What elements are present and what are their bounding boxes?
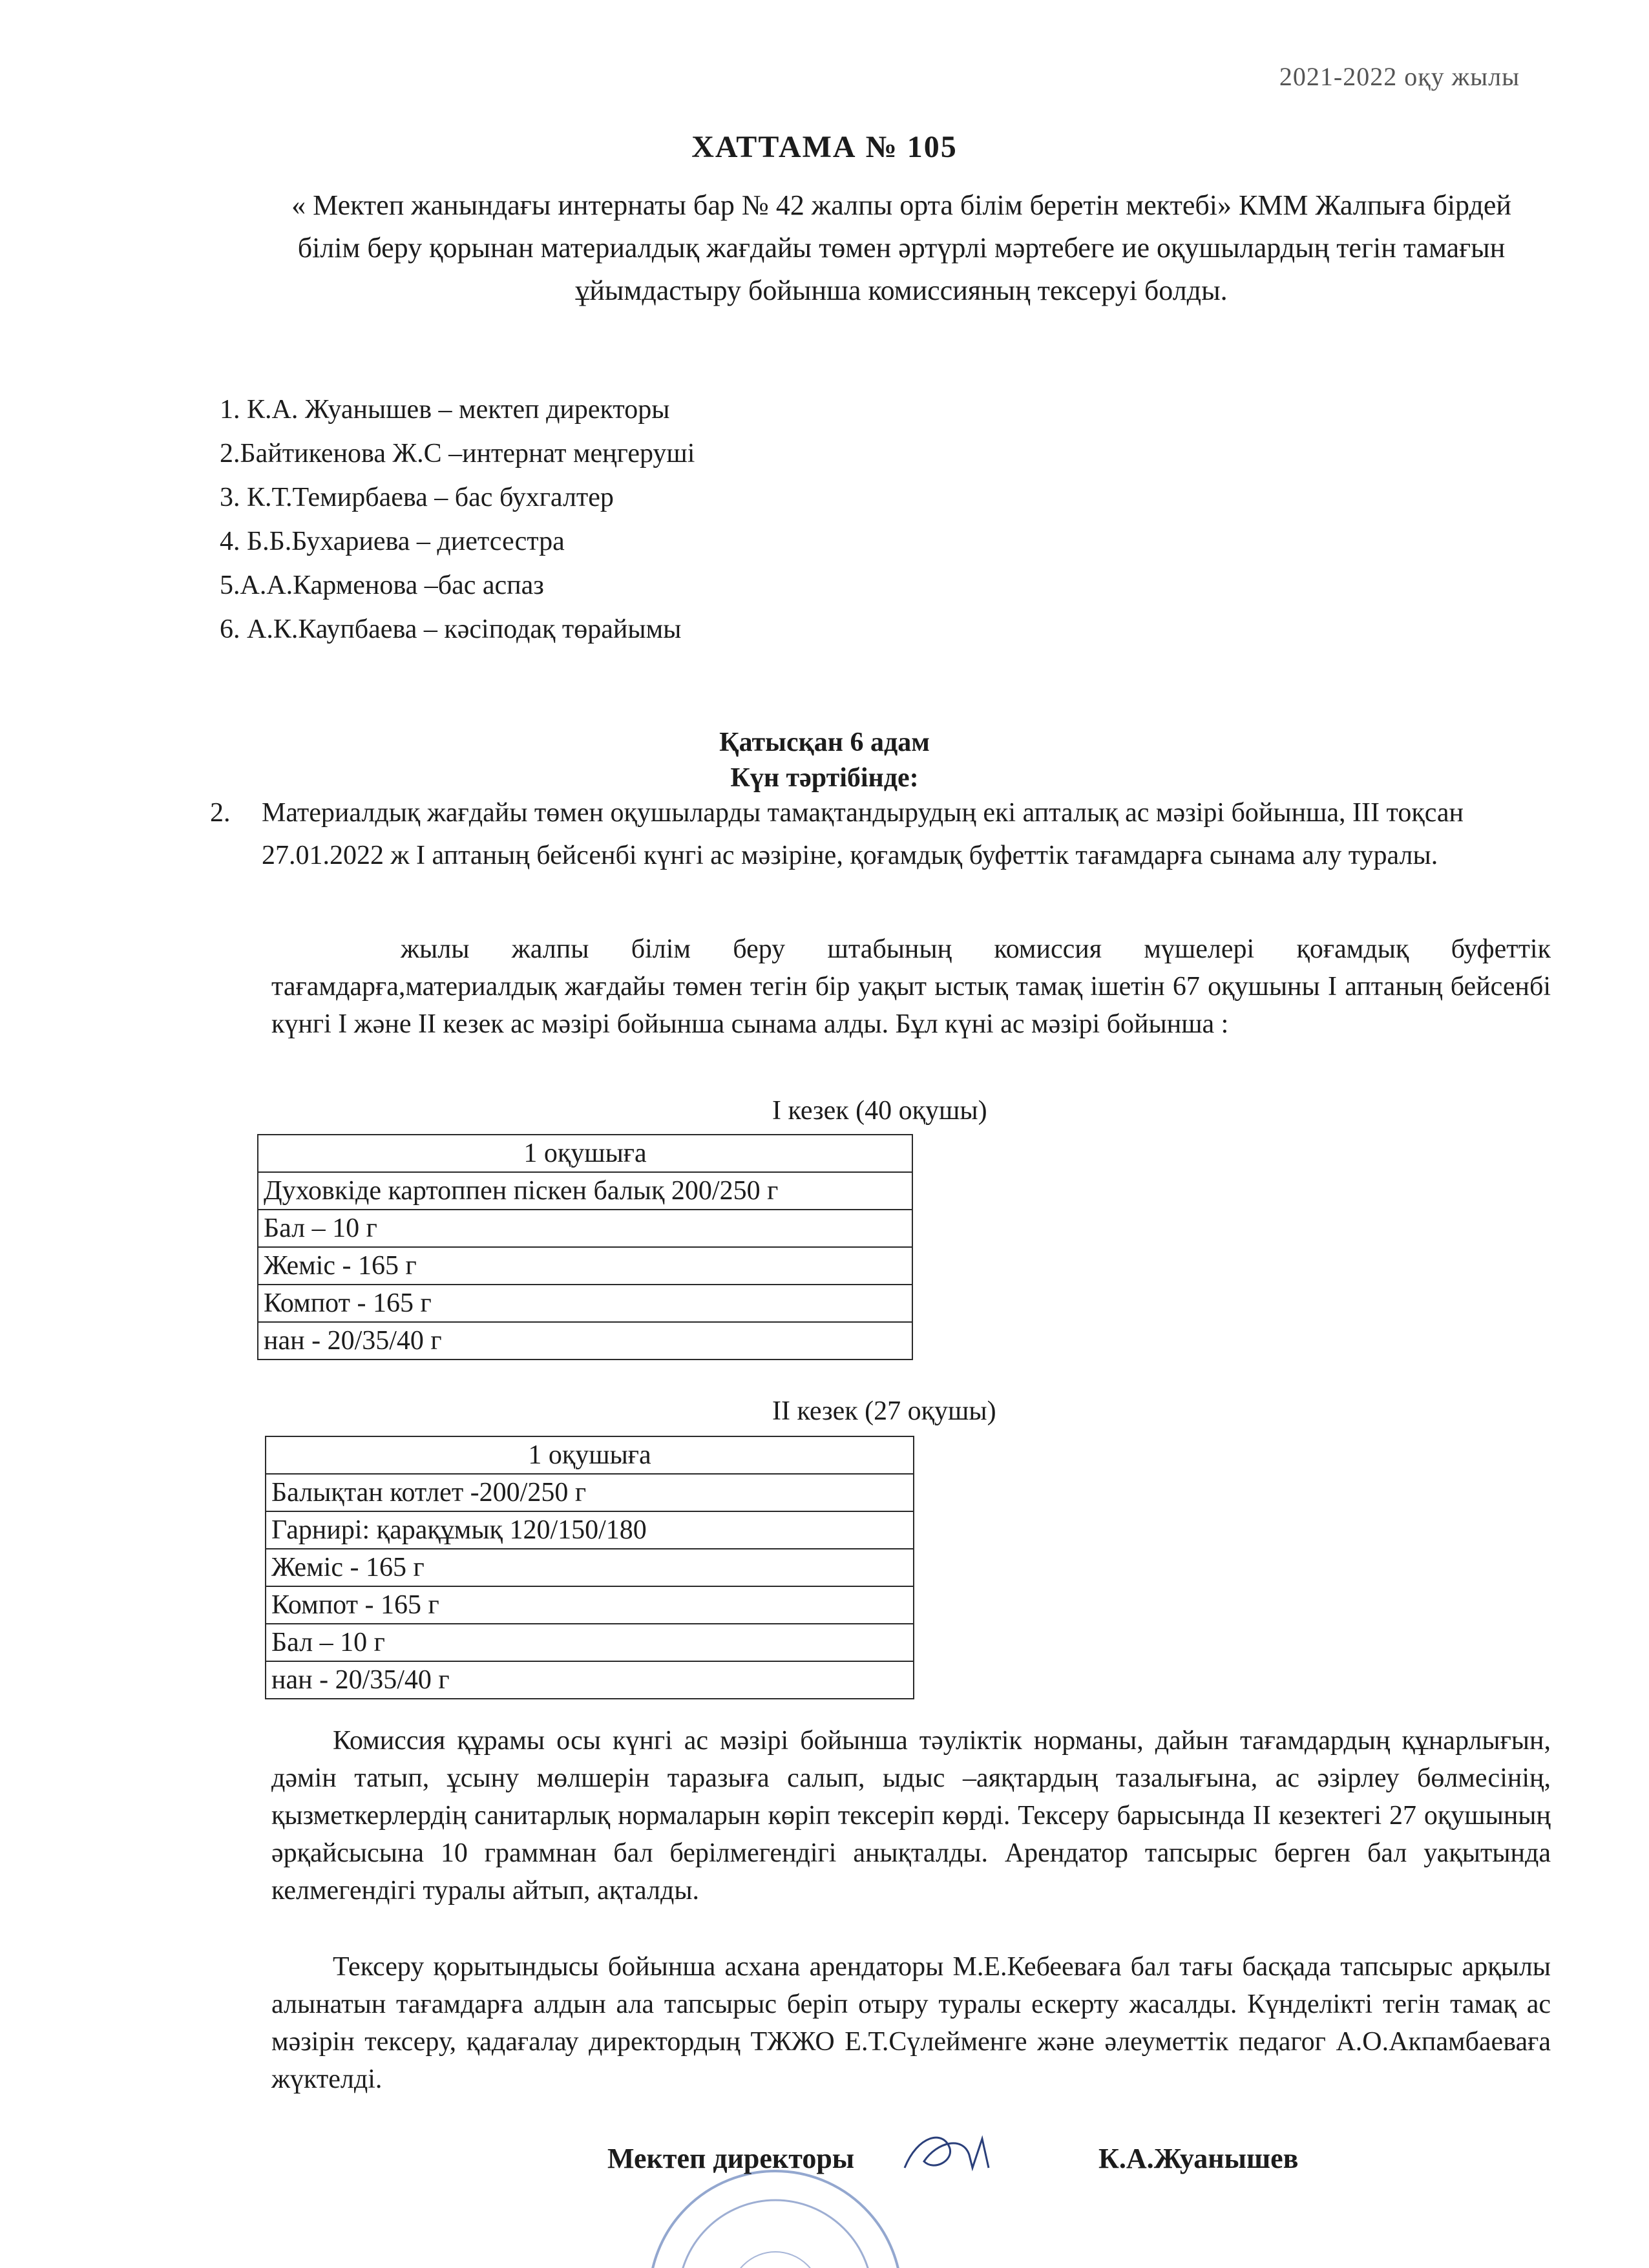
paragraph-inspection: Комиссия құрамы осы күнгі ас мәзірі бойынша тәуліктік норманы, дайын тағамдардың құнарлығын, дәмін татып, ұсыну мөлшерін таразыға салып, ыдыс –аяқтардың тазалығына, ас әзірлеу бөлмесінің, қызметкерлердің санитарлық нормаларын көріп тексеріп көрді. Тексеру барысында II кезектегі 27 оқушының әрқайсысына 10 граммнан бал берілмегендігі анықталды. Арендатор тапсырыс берген бал уақытында келмегендігі туралы айтып, ақталды.	[271, 1726, 1551, 1906]
table-row: Балықтан котлет -200/250 г	[266, 1474, 914, 1511]
signature-role: Мектеп директоры	[607, 2143, 855, 2174]
signature-name: К.А.Жуанышев	[1098, 2143, 1299, 2174]
shift2-menu-table	[265, 1436, 914, 1699]
table-row: Духовкіде картоппен піскен балық 200/250 г	[258, 1172, 912, 1210]
academic-year: 2021-2022 оқу жылы	[1279, 62, 1520, 91]
table-header: 1 оқушыға	[266, 1436, 914, 1474]
table-row: Гарнирі: қарақұмық 120/150/180	[266, 1511, 914, 1549]
agenda-number: 2.	[210, 798, 231, 828]
table-row: Бал – 10 г	[266, 1624, 914, 1661]
shift1-menu-table	[257, 1134, 913, 1360]
table-row: Жеміс - 165 г	[266, 1549, 914, 1586]
member-item: 1. К.А. Жуанышев – мектеп директоры	[220, 395, 670, 425]
member-item: 6. А.К.Каупбаева – кәсіподақ төрайымы	[220, 614, 682, 644]
member-item: 5.А.А.Карменова –бас аспаз	[220, 571, 544, 600]
agenda-item	[210, 792, 1470, 877]
commission-members-list	[220, 388, 695, 651]
table-row: Компот - 165 г	[266, 1586, 914, 1624]
agenda-text: Материалдық жағдайы төмен оқушыларды тамақтандырудың екі апталық ас мәзірі бойынша, III тоқсан 27.01.2022 ж I аптаның бейсенбі күнгі ас мәзіріне, қоғамдық буфеттік тағамдарға сынама алу туралы.	[262, 798, 1464, 870]
shift2-caption: II кезек (27 оқушы)	[772, 1396, 996, 1426]
table-header: 1 оқушыға	[258, 1135, 912, 1172]
table-row: нан - 20/35/40 г	[266, 1661, 914, 1699]
table-row: Бал – 10 г	[258, 1210, 912, 1247]
table-row: Компот - 165 г	[258, 1285, 912, 1322]
attendance-count: Қатысқан 6 адам	[719, 728, 930, 757]
table-row: Жеміс - 165 г	[258, 1247, 912, 1285]
handwritten-signature	[898, 2123, 1002, 2181]
shift1-caption: I кезек (40 оқушы)	[772, 1096, 987, 1126]
member-item: 4. Б.Б.Бухариева – диетсестра	[220, 527, 565, 556]
table-row: нан - 20/35/40 г	[258, 1322, 912, 1360]
agenda-title: Күн тәртібінде:	[730, 763, 919, 793]
intro-text: « Мектеп жанындағы интернаты бар № 42 жалпы орта білім беретін мектебі» КММ Жалпыға бірдей білім беру қорынан материалдық жағдайы төмен әртүрлі мәртебеге ие оқушылардың тегін тамағын ұйымдастыру бойынша комиссияның тексеруі болды.	[291, 189, 1511, 306]
member-item: 3. К.Т.Темирбаева – бас бухгалтер	[220, 483, 614, 512]
member-item: 2.Байтикенова Ж.С –интернат меңгеруші	[220, 439, 695, 468]
paragraph-sampling: жылы жалпы білім беру штабының комиссия мүшелері қоғамдық буфеттік тағамдарға,материалдық жағдайы төмен тегін бір уақыт ыстық тамақ ішетін 67 оқушыны I аптаның бейсенбі күнгі I және II кезек ас мәзірі бойынша сынама алды. Бұл күні ас мәзірі бойынша :	[271, 934, 1551, 1039]
document-title: ХАТТАМА № 105	[691, 130, 958, 164]
paragraph-conclusion: Тексеру қорытындысы бойынша асхана арендаторы М.Е.Кебееваға бал тағы басқада тапсырыс арқылы алынатын тағамдарға алдын ала тапсырыс беріп отыру туралы ескерту жасалды. Күнделікті тегін тамақ ас мәзірін тексеру, қадағалау директордың ТЖЖО Е.Т.Сүлейменге және әлеуметтік педагог А.О.Акпамбаеваға жүктелді.	[271, 1952, 1551, 2094]
